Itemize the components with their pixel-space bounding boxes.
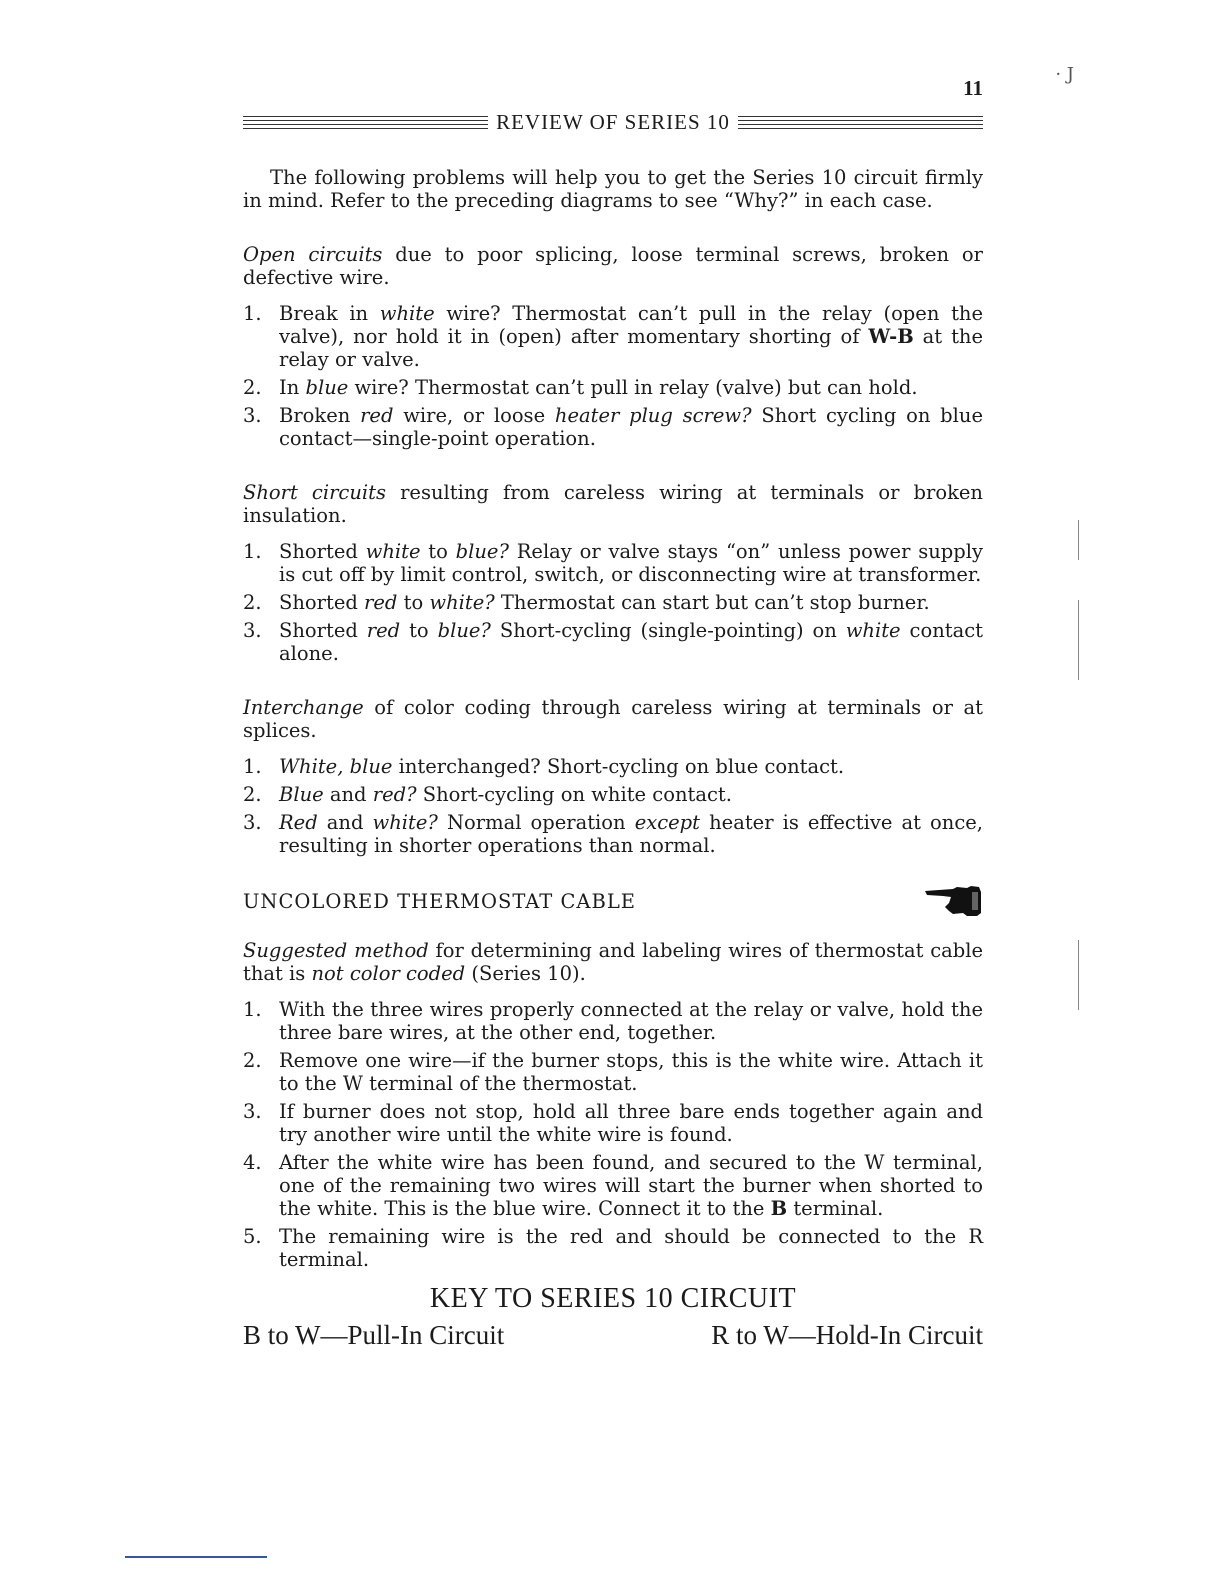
interchange-section — [243, 696, 983, 857]
short-circuits-section — [243, 481, 983, 665]
margin-mark: · J — [1055, 64, 1074, 85]
text: Short-cycling on white contact. — [416, 783, 732, 806]
item-number: 2. — [243, 591, 262, 614]
decorative-rule-right — [738, 114, 983, 131]
key-title: KEY TO SERIES 10 CIRCUIT — [429, 1283, 797, 1314]
item-number: 3. — [243, 811, 262, 834]
open-circuits-section — [243, 243, 983, 450]
list-item — [243, 998, 983, 1044]
text: wire, or loose — [393, 404, 555, 427]
emph: not color coded — [311, 962, 466, 985]
list-item — [243, 376, 983, 399]
uncolored-heading-row — [243, 883, 983, 919]
key-left: B to W—Pull-In Circuit — [243, 1320, 505, 1350]
list-item — [243, 1151, 983, 1220]
scan-speck — [1078, 520, 1079, 560]
interchange-list — [243, 755, 983, 857]
text: Relay or valve stays “on” unless power supply is cut off by limit control, switch, or disconnecting wire at transformer. — [279, 540, 983, 586]
uncolored-steps — [243, 998, 983, 1271]
emph: white? — [429, 591, 495, 614]
text: Break in — [279, 302, 380, 325]
short-circuits-rest: resulting from careless wiring at terminals or broken insulation. — [243, 481, 983, 527]
text: If burner does not stop, hold all three bare ends together again and try another wire until the white wire is found. — [279, 1100, 983, 1146]
text: and — [317, 811, 373, 834]
text: Shorted — [279, 619, 367, 642]
key-right: R to W—Hold-In Circuit — [711, 1320, 983, 1350]
open-circuits-list — [243, 302, 983, 450]
text: for determining and labeling wires of thermostat cable that is — [243, 939, 983, 985]
uncolored-heading: UNCOLORED THERMOSTAT CABLE — [243, 889, 637, 913]
text: at the relay or valve. — [279, 325, 983, 371]
list-item — [243, 755, 983, 778]
intro-paragraph: The following problems will help you to get the Series 10 circuit firmly in mind. Refer to the preceding diagrams to see “Why?” in each case. — [243, 166, 983, 212]
open-circuits-lead: Open circuits — [243, 243, 383, 266]
list-item — [243, 619, 983, 665]
text: contact alone. — [279, 619, 983, 665]
text: Normal operation — [437, 811, 635, 834]
page-content — [243, 166, 983, 1353]
text: Short-cycling (single-pointing) on — [490, 619, 846, 642]
open-circuits-rest: due to poor splicing, loose terminal screws, broken or defective wire. — [243, 243, 983, 289]
emph: white — [845, 619, 901, 642]
text: Short cycling on blue contact—single-point operation. — [279, 404, 984, 450]
running-head-title: REVIEW OF SERIES 10 — [496, 110, 730, 134]
pointing-hand-icon — [923, 883, 983, 919]
short-circuits-list — [243, 540, 983, 665]
list-item — [243, 591, 983, 614]
text: to — [397, 591, 430, 614]
running-head — [243, 110, 983, 135]
scan-speck — [1078, 600, 1079, 680]
emph: red — [364, 591, 398, 614]
list-item — [243, 1225, 983, 1271]
text: wire? Thermostat can’t pull in relay (valve) but can hold. — [348, 376, 918, 399]
scan-speck — [1078, 940, 1079, 1010]
text: interchanged? Short-cycling on blue contact. — [392, 755, 845, 778]
text: and — [323, 783, 373, 806]
text: terminal. — [787, 1197, 884, 1220]
emph: blue? — [437, 619, 491, 642]
key-row — [243, 1317, 983, 1353]
emph: white? — [372, 811, 438, 834]
open-circuits-intro — [243, 243, 983, 289]
scan-edge-line — [125, 1556, 267, 1558]
text: heater is effective at once, resulting in shorter operations than normal. — [279, 811, 983, 857]
item-number: 4. — [243, 1151, 262, 1174]
list-item — [243, 1100, 983, 1146]
short-circuits-intro — [243, 481, 983, 527]
list-item — [243, 404, 983, 450]
emph: red — [360, 404, 394, 427]
item-number: 2. — [243, 783, 262, 806]
list-item — [243, 1049, 983, 1095]
list-item — [243, 811, 983, 857]
item-number: 1. — [243, 540, 262, 563]
interchange-rest: of color coding through careless wiring at terminals or at splices. — [243, 696, 983, 742]
item-number: 1. — [243, 998, 262, 1021]
list-item — [243, 302, 983, 371]
item-number: 3. — [243, 404, 262, 427]
emph: heater plug screw? — [554, 404, 752, 427]
emph: Red — [279, 811, 318, 834]
interchange-intro — [243, 696, 983, 742]
short-circuits-lead: Short circuits — [243, 481, 386, 504]
text: With the three wires properly connected at the relay or valve, hold the three bare wires, at the other end, together. — [279, 998, 983, 1044]
emph: White, blue — [279, 755, 393, 778]
item-number: 1. — [243, 755, 262, 778]
text: to — [400, 619, 438, 642]
text: Remove one wire—if the burner stops, this is the white wire. Attach it to the W terminal of the thermostat. — [279, 1049, 983, 1095]
emph: white — [379, 302, 435, 325]
item-number: 3. — [243, 619, 262, 642]
item-number: 2. — [243, 376, 262, 399]
emph: blue? — [455, 540, 509, 563]
item-number: 1. — [243, 302, 262, 325]
text: After the white wire has been found, and secured to the W terminal, one of the remaining two wires will start the burner when shorted to the white. This is the blue wire. Connect it to the — [279, 1151, 983, 1220]
text: Broken — [279, 404, 361, 427]
uncolored-intro — [243, 939, 983, 985]
item-number: 3. — [243, 1100, 262, 1123]
interchange-lead: Interchange — [243, 696, 364, 719]
list-item — [243, 540, 983, 586]
emph: red? — [372, 783, 417, 806]
page-number: 11 — [963, 76, 983, 100]
text: Shorted — [279, 540, 366, 563]
emph: white — [365, 540, 421, 563]
item-number: 5. — [243, 1225, 262, 1248]
bold: B — [770, 1197, 788, 1220]
emph: blue — [305, 376, 349, 399]
emph: except — [634, 811, 701, 834]
list-item — [243, 783, 983, 806]
decorative-rule-left — [243, 114, 488, 131]
text: The remaining wire is the red and should be connected to the R terminal. — [279, 1225, 983, 1271]
uncolored-lead: Suggested method — [243, 939, 429, 962]
text: wire? Thermostat can’t pull in the relay (open the valve), nor hold it in (open) after momentary shorting of — [279, 302, 984, 348]
text: Shorted — [279, 591, 365, 614]
text: (Series 10). — [465, 962, 586, 985]
item-number: 2. — [243, 1049, 262, 1072]
emph: Blue — [279, 783, 324, 806]
text: to — [420, 540, 456, 563]
bold: W-B — [868, 325, 914, 348]
emph: red — [366, 619, 401, 642]
text: In — [279, 376, 306, 399]
text: Thermostat can start but can’t stop burner. — [494, 591, 930, 614]
